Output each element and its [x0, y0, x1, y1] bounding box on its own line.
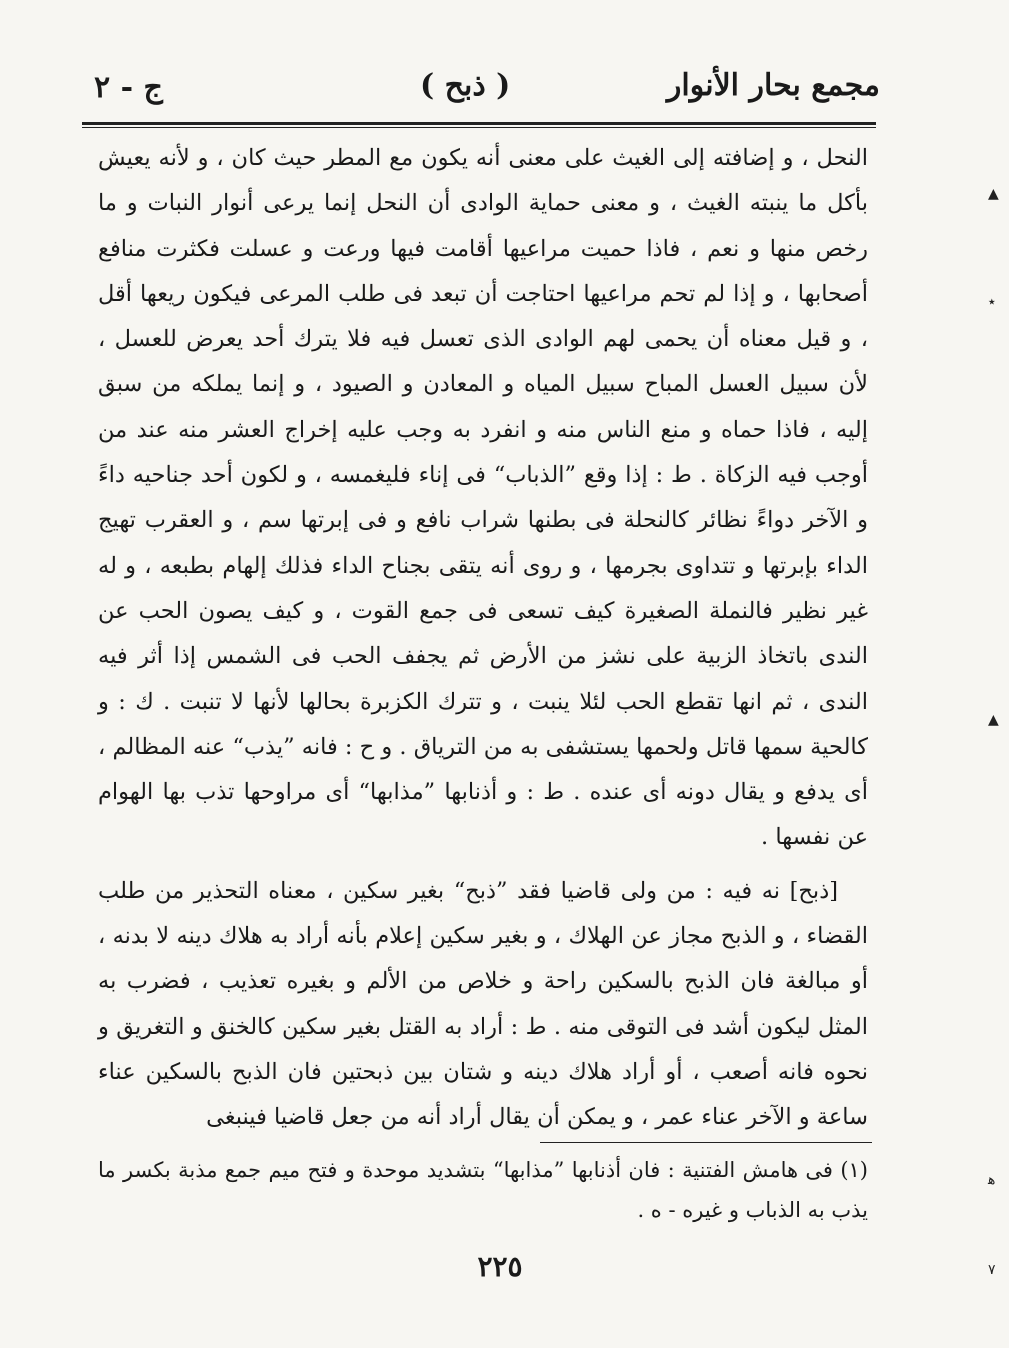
paragraph-dhabh: [ذبح] نه فيه : من ولى قاضيا فقد ”ذبح“ بغير سكين ، معناه التحذير من طلب القضاء ، و الذبح مجاز عن الهلاك ، و بغير سكين إعلام بأنه أراد به هلاك دينه لا بدنه ، أو مبالغة فان الذبح بالسكين راحة و خلاص من الألم و بغيره تعذيب ، فضرب به المثل ليكون أشد فى التوقى منه . ط : أراد به القتل بغير سكين كالخنق و التغريق و نحوه فانه أصعب ، أو أراد هلاك دينه و شتان بين ذبحتين فان الذبح بالسكين عناء ساعة و الآخر عناء عمر ، و يمكن أن يقال أراد أنه من جعل قاضيا فينبغى — [98, 877, 868, 1131]
footnote-rule — [540, 1142, 872, 1143]
margin-mark-2: ٭ — [988, 294, 996, 310]
footnote — [98, 1150, 868, 1230]
paragraph-dhabab: النحل ، و إضافته إلى الغيث على معنى أنه يكون مع المطر حيث كان ، و لأنه يعيش بأكل ما ينبته الغيث ، و معنى حماية الوادى أن النحل إنما يرعى أنوار النبات و ما رخص منها و نعم ، فاذا حميت مراعيها أقامت فيها ورعت و عسلت فكثرت منافع أصحابها ، و إذا لم تحم مراعيها احتاجت أن تبعد فى طلب المرعى فيكون ريعها أقل ، و قيل معناه أن يحمى لهم الوادى الذى تعسل فيه فلا يترك أحد يعرض للعسل ، لأن سبيل العسل المباح سبيل المياه و المعادن و الصيود ، و إنما يملكه من سبق إليه ، فاذا حماه و منع الناس منه و انفرد به وجب عليه إخراج العشر منه عند من أوجب فيه الزكاة . ط : إذا وقع ”الذباب“ فى إناء فليغمسه ، و لكون أحد جناحيه داءً و الآخر دواءً نظائر كالنحلة فى بطنها شراب نافع و فى إبرتها سم ، و العقرب تهيج الداء بإبرتها و تتداوى بجرمها ، و روى أنه يتقى بجناح الداء فذلك إلهام بطبعه ، و له غير نظير فالنملة الصغيرة كيف تسعى فى جمع القوت ، و كيف يصون الحب عن الندى باتخاذ الزبية على نشز من الأرض ثم يجفف الحب فى الشمس إذا أثر فيه الندى ، ثم انها تقطع الحب لئلا ينبت ، و تترك الكزبرة بحالها لأنها لا تنبت . ك : و كالحية سمها قاتل ولحمها يستشفى به من الترياق . و ح : فانه ”يذب“ عنه المظالم ، أى يدفع و يقال دونه أى عنده . ط : و أذنابها ”مذابها“ أى مراوحها تذب بها الهوام عن نفسها . — [98, 145, 868, 851]
margin-mark-1: ▲ — [988, 186, 999, 202]
book-title: مجمع بحار الأنوار — [666, 68, 880, 103]
margin-mark-4: ﻫ — [988, 1172, 996, 1188]
volume-label: ج - ٢ — [94, 70, 163, 105]
footnote-text: (١) فى هامش الفتنية : فان أذنابها ”مذابها“ بتشديد موحدة و فتح ميم جمع مذبة بكسر ما يذب به الذباب و غيره - ه . — [98, 1158, 868, 1222]
margin-mark-3: ▲ — [988, 712, 999, 728]
header-rule-thick — [82, 122, 876, 125]
main-text — [98, 136, 868, 1141]
margin-mark-5: ٧ — [988, 1262, 996, 1278]
entry-heading: ( ذبح ) — [420, 68, 511, 103]
page-number: ٢٢٥ — [477, 1250, 523, 1283]
page-header — [80, 62, 880, 122]
header-rule-thin — [82, 127, 876, 128]
